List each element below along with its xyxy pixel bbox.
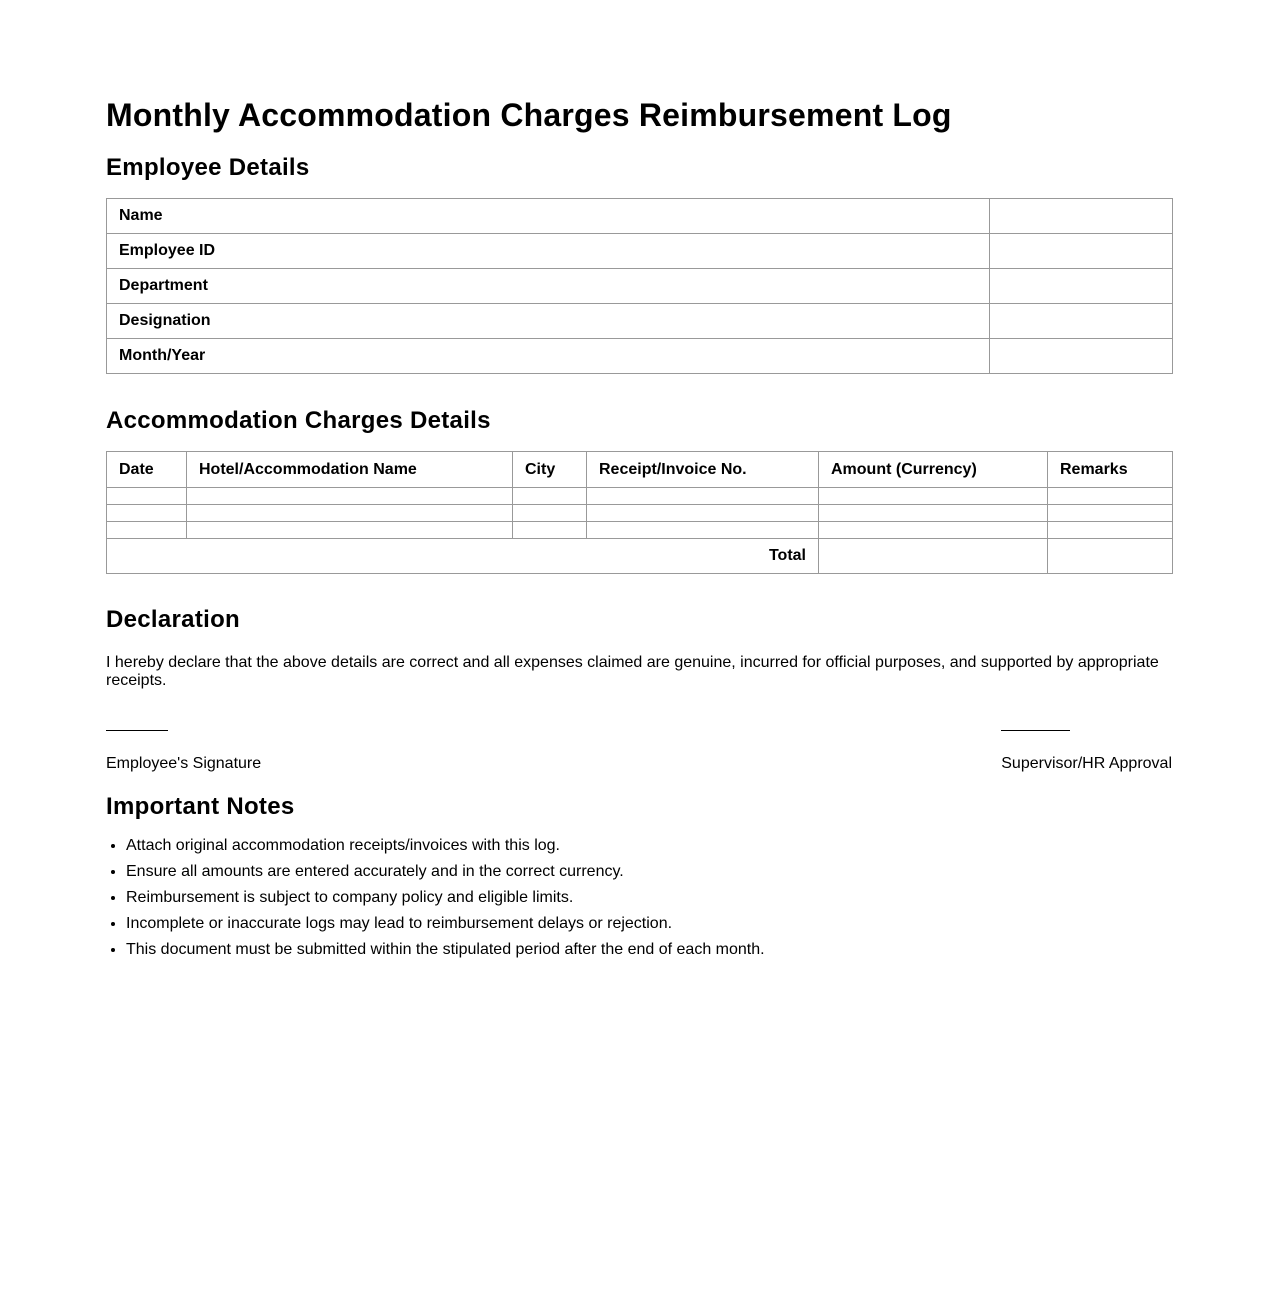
approval-signature-block — [1001, 730, 1172, 773]
cell-hotel-name[interactable] — [187, 505, 513, 522]
cell-remarks[interactable] — [1048, 505, 1173, 522]
employee-signature-block — [106, 730, 261, 773]
table-row — [107, 522, 1173, 539]
cell-city[interactable] — [513, 488, 587, 505]
cell-receipt-no[interactable] — [587, 505, 819, 522]
total-row — [107, 539, 1173, 574]
list-item: • Incomplete or inaccurate logs may lead to reimbursement delays or rejection. — [126, 915, 1172, 933]
employee-field-value-department[interactable] — [990, 269, 1173, 304]
accommodation-charges-table — [106, 451, 1173, 574]
employee-field-label: Month/Year — [107, 339, 990, 374]
approval-signature-line[interactable] — [1001, 730, 1070, 731]
column-header-city: City — [513, 452, 587, 488]
total-amount-cell[interactable] — [819, 539, 1048, 574]
list-item: • Ensure all amounts are entered accurately and in the correct currency. — [126, 863, 1172, 881]
column-header-receipt-no: Receipt/Invoice No. — [587, 452, 819, 488]
employee-signature-line[interactable] — [106, 730, 168, 731]
column-header-date: Date — [107, 452, 187, 488]
employee-field-row-employee-id — [107, 234, 1173, 269]
employee-field-value-name[interactable] — [990, 199, 1173, 234]
employee-field-value-employee-id[interactable] — [990, 234, 1173, 269]
cell-city[interactable] — [513, 522, 587, 539]
cell-amount[interactable] — [819, 522, 1048, 539]
list-item: • Reimbursement is subject to company policy and eligible limits. — [126, 889, 1172, 907]
declaration-heading: Declaration — [106, 606, 241, 633]
page-title: Monthly Accommodation Charges Reimbursement Log — [106, 97, 952, 133]
important-notes-list — [106, 837, 1172, 959]
cell-remarks[interactable] — [1048, 488, 1173, 505]
cell-date[interactable] — [107, 522, 187, 539]
cell-hotel-name[interactable] — [187, 488, 513, 505]
table-header-row — [107, 452, 1173, 488]
important-notes-heading: Important Notes — [106, 793, 295, 820]
column-header-remarks: Remarks — [1048, 452, 1173, 488]
employee-field-label: Designation — [107, 304, 990, 339]
approval-signature-label: Supervisor/HR Approval — [1001, 755, 1172, 772]
cell-date[interactable] — [107, 488, 187, 505]
employee-field-row-designation — [107, 304, 1173, 339]
cell-remarks[interactable] — [1048, 522, 1173, 539]
cell-receipt-no[interactable] — [587, 522, 819, 539]
table-row — [107, 505, 1173, 522]
total-remarks-cell[interactable] — [1048, 539, 1173, 574]
employee-field-row-department — [107, 269, 1173, 304]
column-header-amount: Amount (Currency) — [819, 452, 1048, 488]
cell-receipt-no[interactable] — [587, 488, 819, 505]
charges-details-heading: Accommodation Charges Details — [106, 407, 491, 434]
cell-date[interactable] — [107, 505, 187, 522]
employee-field-row-name — [107, 199, 1173, 234]
employee-field-label: Department — [107, 269, 990, 304]
list-item: • This document must be submitted within the stipulated period after the end of each month. — [126, 941, 1172, 959]
employee-field-value-month-year[interactable] — [990, 339, 1173, 374]
employee-field-label: Name — [107, 199, 990, 234]
cell-city[interactable] — [513, 505, 587, 522]
total-label: Total — [107, 539, 819, 574]
employee-field-row-month-year — [107, 339, 1173, 374]
cell-amount[interactable] — [819, 505, 1048, 522]
table-row — [107, 488, 1173, 505]
employee-field-label: Employee ID — [107, 234, 990, 269]
employee-details-table — [106, 198, 1173, 374]
employee-signature-label: Employee's Signature — [106, 755, 262, 772]
cell-hotel-name[interactable] — [187, 522, 513, 539]
employee-field-value-designation[interactable] — [990, 304, 1173, 339]
column-header-hotel-name: Hotel/Accommodation Name — [187, 452, 513, 488]
declaration-text: I hereby declare that the above details are correct and all expenses claimed are genuine, incurred for official purposes, and supported by appropriate receipts. — [106, 654, 1159, 689]
signature-row — [106, 730, 1172, 773]
employee-details-heading: Employee Details — [106, 154, 310, 181]
list-item: • Attach original accommodation receipts/invoices with this log. — [126, 837, 1172, 855]
cell-amount[interactable] — [819, 488, 1048, 505]
